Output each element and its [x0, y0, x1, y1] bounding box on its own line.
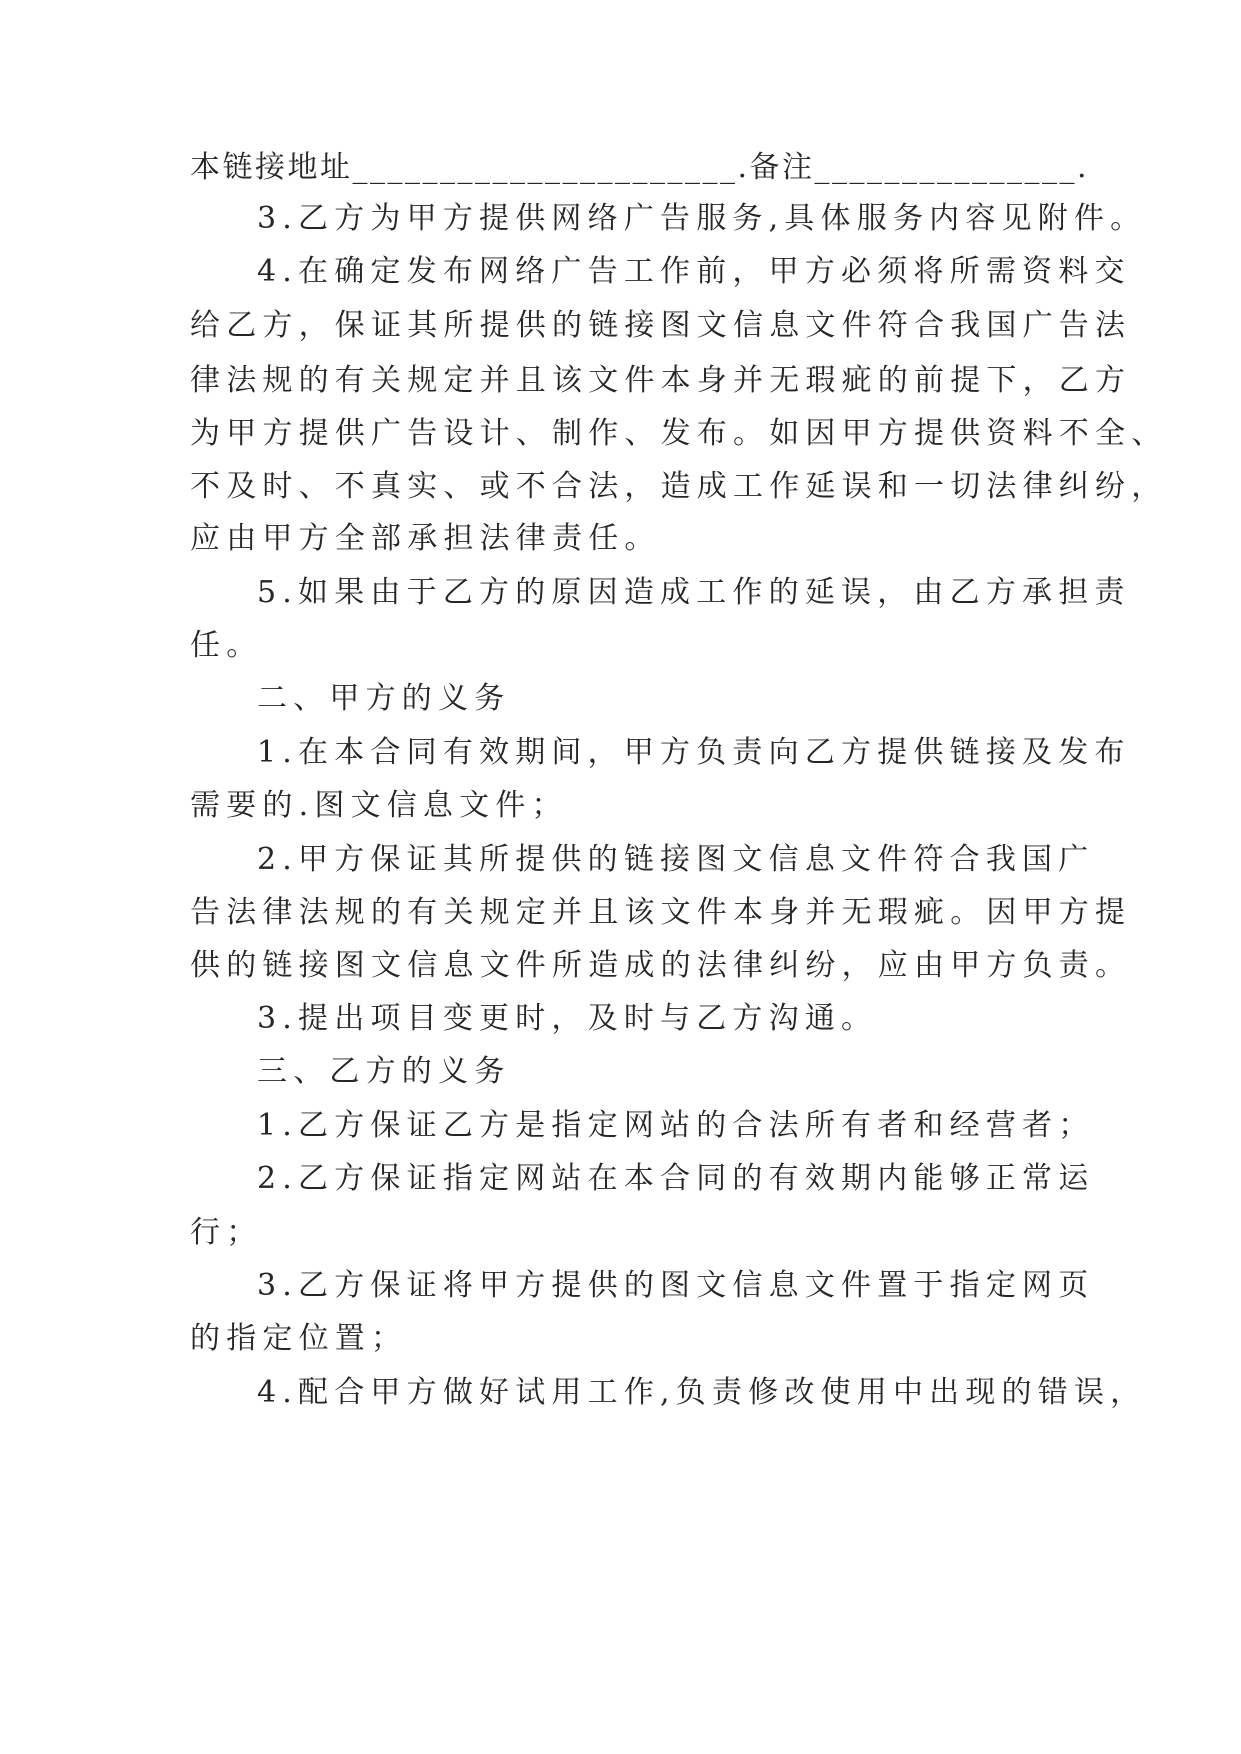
- contract-text-line: 应由甲方全部承担法律责任。: [190, 521, 661, 556]
- contract-text-line: 行；: [190, 1215, 263, 1250]
- contract-text-line: 任。: [190, 628, 263, 663]
- contract-clause: 3.提出项目变更时，及时与乙方沟通。: [257, 1001, 878, 1036]
- contract-text-line: 需要的.图文信息文件；: [190, 788, 568, 823]
- contract-clause: 3.乙方为甲方提供网络广告服务,具体服务内容见附件。: [257, 201, 1147, 236]
- contract-text-line: 供的链接图文信息文件所造成的法律纠纷，应由甲方负责。: [190, 948, 1132, 983]
- contract-text-line: 本链接地址______________________.备注_______________.: [190, 150, 1090, 185]
- contract-clause: 2.乙方保证指定网站在本合同的有效期内能够正常运: [257, 1161, 1095, 1196]
- contract-clause: 1.乙方保证乙方是指定网站的合法所有者和经营者；: [257, 1108, 1095, 1143]
- contract-text-line: 不及时、不真实、或不合法，造成工作延误和一切法律纠纷，: [190, 469, 1168, 504]
- contract-text-line: 给乙方，保证其所提供的链接图文信息文件符合我国广告法: [190, 308, 1132, 343]
- contract-clause: 2.甲方保证其所提供的链接图文信息文件符合我国广: [257, 842, 1095, 877]
- contract-clause: 4.配合甲方做好试用工作,负责修改使用中出现的错误，: [257, 1375, 1147, 1410]
- contract-text-line: 的指定位置；: [190, 1321, 408, 1356]
- contract-clause: 1.在本合同有效期间，甲方负责向乙方提供链接及发布: [257, 735, 1131, 770]
- contract-clause: 3.乙方保证将甲方提供的图文信息文件置于指定网页: [257, 1268, 1095, 1303]
- section-heading: 三、乙方的义务: [257, 1054, 511, 1089]
- contract-text-line: 为甲方提供广告设计、制作、发布。如因甲方提供资料不全、: [190, 416, 1168, 451]
- section-heading: 二、甲方的义务: [257, 681, 511, 716]
- contract-text-line: 告法律法规的有关规定并且该文件本身并无瑕疵。因甲方提: [190, 895, 1132, 930]
- contract-text-line: 律法规的有关规定并且该文件本身并无瑕疵的前提下，乙方: [190, 363, 1132, 398]
- contract-clause: 5.如果由于乙方的原因造成工作的延误，由乙方承担责: [257, 575, 1131, 610]
- contract-clause: 4.在确定发布网络广告工作前，甲方必须将所需资料交: [257, 254, 1131, 289]
